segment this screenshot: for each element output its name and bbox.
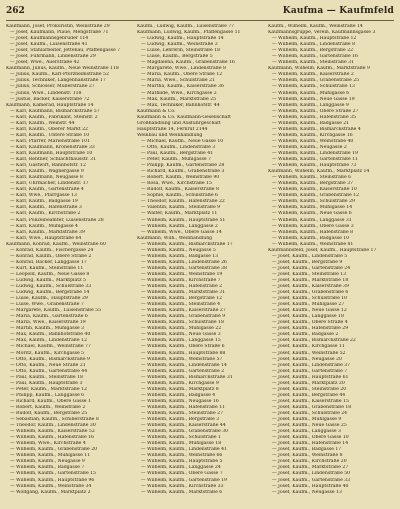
directory-entry: — Josef, Kaufm., Marktstraße 18: [272, 277, 349, 283]
directory-entry: Kaufmann, Julius, Kaufm., Neue Weinstraße 118: [6, 66, 119, 72]
directory-entry: — Josef, Kaufm., Grabenstraße 6: [272, 290, 349, 296]
directory-entry: — Wilhelm, Kaufm., Hafenstraße 11: [141, 404, 225, 410]
directory-entry: — Wilhelm, Kaufm., Marktplatz 8: [141, 386, 219, 392]
directory-entry: — Wilhelm, Kaufm., Weinstraße 40: [272, 138, 354, 144]
directory-entry: — Rudolf, Kaufm., Kaiserstraße 8: [141, 187, 219, 193]
directory-entry: — Wilhelm, Kaufm., Bergstraße 22: [272, 48, 354, 54]
directory-entry: — Wilhelm, Kaufm., Obere Gasse 7: [141, 471, 223, 477]
directory-entry: — Wilhelm, Kaufm., Obere Gasse 3: [272, 223, 354, 229]
directory-entry: — Josef, Kaufm., Marktstraße 27: [272, 465, 349, 471]
directory-entry: — Wilhelm, Wwe., Obere Gasse 14: [141, 229, 222, 235]
directory-entry: — Julius, Wwe., Lindenstr. 118: [10, 90, 82, 96]
directory-entry: Kaufmann, Kamerad, Hauptstraße 14: [6, 102, 94, 108]
directory-entry: — Maria, Wwe., Schulstraße 21: [141, 78, 215, 84]
running-head: Kaufma — Kaufmfeld: [282, 6, 394, 16]
directory-entry: — Josef, Kaufm., Lindenstraße 50: [272, 471, 351, 477]
directory-entry: — Magdalena, Kaufm., Grabenstraße 16: [141, 60, 235, 66]
directory-entry: — Ludwig, Kaufm., Marktplatz 5: [10, 277, 86, 283]
directory-entry: — Wilhelm, Kaufm., Bergstraße 12: [141, 296, 223, 302]
directory-entry: — Otto, Kaufm., Gartenstraße 44: [10, 368, 88, 374]
directory-entry: Kaufmann, Wilhelm, Kaufm., Marktstraße 9: [268, 66, 370, 72]
directory-entry: — Rudolf, Kaufm., Bergstraße 25: [10, 411, 88, 416]
directory-entry: — Valentin, Kaufm., Steinstraße 9: [141, 205, 221, 211]
directory-entry: — Wilhelm, Kaufm., Weinstraße 81: [272, 241, 354, 247]
directory-entry: — Wilhelm, Kaufm., Hafenstraße 2: [141, 284, 223, 290]
directory-entry: — Wilhelm, Kaufm., Neugasse 5: [141, 247, 216, 253]
directory-entry: — Josef, Kaufm., Obere Straße 4: [272, 320, 348, 326]
directory-entry: — Wilhelm, Kaufm., Hauptstraße 73: [272, 163, 357, 169]
directory-entry: — Karl, Rentner, Schlachthausstr. 31: [10, 157, 97, 163]
directory-entry: — Wilhelm, Kaufm., Marktstraße 31: [141, 290, 226, 296]
directory-entry: — Josef, Kaufm., Weinstraße 52: [272, 350, 346, 356]
directory-entry: — Sebastian, Kaufm., Schillerstraße 8: [10, 417, 99, 423]
directory-entry: — Wilhelm, Kaufm., Steinstraße 4: [141, 302, 221, 308]
directory-entry: — Wilhelm, Kaufm., Hafenstraße 35: [272, 114, 356, 120]
directory-entry: — Josef, Kaufm., Hauptstraße 61: [272, 374, 349, 380]
directory-entry: Kaufm., Ludwig, Kaufm., Luisenstraße 77: [137, 24, 235, 29]
directory-entry: — Josef, Kaufm., Bergstraße 44: [272, 392, 346, 398]
directory-entry: — Wilhelm, Kaufm., Bergstraße 3: [141, 417, 220, 423]
directory-entry: — Richard, Kaufm., Obere Gasse 1: [10, 398, 91, 404]
directory-entry: — Wilhelm, Kaufm., Kaiserstraße 2: [272, 72, 354, 78]
directory-entry: — Wilhelm, Kaufm., Mühlgasse 11: [10, 453, 91, 459]
directory-entry: — Josef, Kaufm., Bismarckstraße 22: [272, 338, 356, 344]
directory-entry: — Robert, Kaufm., Weinstraße 90: [141, 175, 220, 181]
directory-entry: — Josef, Kaufmannsgebruder 114: [10, 36, 89, 42]
directory-entry: — Ludwig, Kaufm., Schulstraße 33: [10, 284, 92, 290]
directory-entry: — Wilhelm, Kaufm., Langgasse 9: [272, 102, 349, 108]
directory-entry: — Wilhelm, Kaufm., Kaiserstraße 52: [10, 429, 95, 435]
directory-entry: — Luise, Kaufm., Bergstraße 5: [141, 54, 213, 60]
directory-entry: — Wilhelm, Kaufm., Badgasse 7: [10, 465, 85, 471]
directory-entry: — Peter, Kaufm., Marktstraße 12: [10, 386, 87, 392]
directory-entry: — Wilhelm, Kaufm., Badgasse 10: [272, 235, 350, 241]
directory-entry: — Karl, Kaufmann, Neugasse 8: [10, 175, 83, 181]
directory-entry: — Josef, Kaufm., Gartenstraße 33: [272, 477, 351, 483]
page-header: [6, 6, 394, 21]
directory-entry: — Wilhelm, Kaufm., Bismarckstraße 4: [272, 126, 361, 132]
directory-entry: Kaufmann, Ludwig, Kaufm., Pfaffengasse 11: [137, 30, 241, 36]
directory-entry: — Wilhelm, Kaufm., Kirchstraße 7: [141, 277, 221, 283]
directory-entry: — Josef, Kaufm., Weinstraße 8: [272, 453, 343, 459]
directory-entry: — Karl, Kaufmann, Bismarckstraße 57: [10, 108, 100, 114]
directory-entry: — Maria, Kaufm., Gartenstraße 6: [10, 314, 88, 320]
directory-entry: — Karl, Kaufm., Badgasse 19: [10, 199, 78, 205]
directory-entry: — Josef, Kaufm., Gartenstraße 24: [272, 265, 351, 271]
directory-entry: — Karl, Kaufm., Untere Straße 10: [10, 132, 90, 138]
directory-entry: — Karl, Kaufm., Fabrikant, Steinstr. 2: [10, 114, 98, 120]
directory-entry: — Karl, Gastwirt, Bahnhofstr. 12: [10, 163, 86, 169]
directory-entry: — Julius, Kaufm., Karl-Pforzheimstraße 52: [10, 72, 109, 78]
directory-entry: — Wolfgang, Kaufm., Marktplatz 2: [10, 489, 91, 495]
directory-entry: — Josef, Kaufm., Marktplatz 20: [272, 380, 345, 386]
directory-entry: — Julius, Schlosser, Müllerstraße 27: [10, 84, 95, 90]
directory-entry: — Wilhelm, Kaufm., Neue Gasse 19: [272, 96, 355, 102]
directory-entry: — Karl, Kaufmann, Kronenstraße 33: [10, 144, 95, 150]
directory-entry: — Josef, Kaufm., Mühlgasse 9: [272, 417, 342, 423]
directory-entry: — Josef, Kaufm., Neugasse 20: [272, 356, 342, 362]
directory-entry: — Wilhelm, Kaufm., Obere Straße 6: [141, 344, 225, 350]
directory-entry: — Wilhelm, Kaufm., Lindenstraße 8: [272, 42, 356, 48]
directory-entry: — Karl, Kaufm., Gartenstraße 4: [10, 187, 84, 193]
directory-entry: — Konrad, Bäcker, Langgasse 17: [10, 259, 87, 265]
directory-entry: — Otto, Kaufm., Lindenstraße 3: [141, 144, 216, 150]
directory-entry: — Wilhelm, Kaufm., Gartenstraße 11: [272, 157, 358, 163]
directory-entry: — Wilhelm, Kaufm., Gartenstraße 38: [141, 265, 227, 271]
directory-entry: — Wilhelm, Kaufm., Badgasse 13: [141, 253, 219, 259]
directory-entry: — Wilhelm, Kaufm., Hauptstraße 96: [10, 477, 95, 483]
directory-entry: — Michael, Kaufm., Weinstraße 77: [10, 344, 91, 350]
directory-entry: — Josef, Kaufm., Bergstraße 9: [272, 259, 343, 265]
directory-entry: — Rosa, Wwe., Kirchstraße 15: [141, 181, 212, 187]
directory-entry: — Karl, Kaufm., Hafenstraße 3: [10, 205, 82, 211]
directory-entry: — Richard, Kaufm., Grabenstraße 3: [141, 169, 225, 175]
directory-entry: — Wilhelm, Kaufm., Langgasse 31: [272, 217, 352, 223]
directory-entry: — Max, Kaufm., Bahnhofstraße 40: [10, 332, 91, 338]
directory-entry: — Josef, Kaufm., Kaiserstraße 39: [272, 284, 349, 290]
directory-entry: — Karl, Kaufm., Marktstraße 39: [10, 229, 85, 235]
page-number: 262: [6, 6, 25, 16]
directory-entry: — Josef, Kaufm., Badgasse 17: [272, 447, 342, 453]
directory-entry: — Wilhelm, Kaufm., Langgasse 24: [141, 465, 221, 471]
directory-entry: — Otto, Kaufm., Neue Straße 21: [10, 362, 86, 368]
directory-entry: — Wilhelm, Kaufm., Neugasse 2: [272, 144, 347, 150]
directory-entry: — Josef, Kaufm., Badgasse 2: [272, 332, 339, 338]
directory-entry: — Karl, Kaufm., Weinstr. 44: [10, 120, 75, 126]
directory-entry: — Wilhelm, Kaufm., Bismarckstraße 17: [141, 241, 233, 247]
directory-entry: — Moritz, Kaufm., Kirchgasse 5: [10, 350, 85, 356]
directory-entry: — Wilhelm, Kaufm., Kaiserstraße 10: [272, 187, 357, 193]
directory-entry: — Wilhelm, Kaufm., Hauptstraße 51: [141, 217, 226, 223]
directory-entry: Kaufm., Wilhelm, Kaufm., Weinstraße 14: [268, 24, 363, 29]
directory-entry: — Josef, Fuhrmann, Lindenstraße 29: [10, 54, 96, 60]
directory-entry: — Mathilde, Wwe., Kirchgasse 2: [141, 90, 217, 96]
directory-entry: — Josef, Kaufm., Schulstraße 24: [272, 411, 348, 416]
directory-entry: Kaufmann & Co.: [137, 108, 176, 114]
directory-entry: — Josef, Kaufm., Kaiserstraße 15: [272, 398, 349, 404]
directory-entry: — Wilhelm, Kaufm., Mühlgasse 6: [272, 90, 350, 96]
directory-entry: — Wilhelm, Kaufm., Weinstraße 19: [141, 271, 223, 277]
directory-entry: — Josef, Kaufm., Mühlgasse 27: [272, 302, 345, 308]
directory-entry: — Luise, Lehrerin, Steinstraße 18: [141, 48, 221, 54]
directory-entry: Kaufmann, Konrad, Kaufm., Weinstraße 60: [6, 241, 106, 247]
directory-entry: — Karl, Kaufm., Oberer Markt 22: [10, 126, 88, 132]
directory-entry: — Josef, Kaufm., Kirchgasse 11: [272, 344, 345, 350]
directory-entry: — Otto, Kaufm., Bismarckstraße 9: [10, 356, 90, 362]
directory-entry: — Wilhelm, Kaufm., Grabenstraße 25: [272, 78, 360, 84]
directory-entry: — Josef, Kaufm., Steinstraße 13: [272, 271, 347, 277]
directory-entry: — Sophie, Kaufm., Schulstraße 6: [141, 193, 218, 199]
directory-entry: — Theodor, Kaufm., Hafenstraße 22: [141, 199, 225, 205]
directory-entry: — Paul, Kaufm., Bergstraße 41: [141, 150, 214, 156]
directory-entry: — Josef, Wwe., Auerstraße 42: [10, 60, 80, 66]
directory-entry: Kaufmann, Wilhelm, Kaufm., Marktplatz 14: [268, 169, 370, 175]
directory-entry: — Josef, Kaufm., Lindenstraße 5: [272, 253, 348, 259]
directory-entry: — Margarete, Wwe., Lindenstraße 8: [141, 66, 226, 72]
directory-entry: — Margarete, Kaufm., Luisenstraße 55: [10, 308, 102, 314]
directory-entry: Kaufmann & Co. Kaufmann-Gesellschaft: [137, 114, 231, 120]
column-3: [268, 24, 394, 505]
directory-entry: — Wilhelm, Kaufm., Gartenstraße 19: [141, 477, 227, 483]
directory-entry: — Wilhelm, Kaufm., Kirchstraße 33: [141, 483, 224, 489]
directory-entry: — Martha, Kaufm., Kaiserstraße 36: [141, 84, 224, 90]
directory-entry: — Maria, Kaufm., Obere Straße 12: [141, 72, 223, 78]
directory-entry: — Wilhelm, Kaufm., Mühlgasse 18: [141, 441, 222, 447]
directory-entry: — Wilhelm, Kaufm., Schulstraße 29: [272, 199, 355, 205]
directory-entry: — Wilhelm, Kaufm., Badgasse 21: [272, 120, 350, 126]
directory-entry: — Josef, Kaufm., Kirchstraße 20: [272, 459, 347, 465]
directory-entry: — Kurt, Kaufm., Steinstraße 11: [10, 265, 84, 271]
directory-entry: — Wilhelm, Kaufm., Grabenstraße 9: [141, 314, 226, 320]
directory-entry: — Wilhelm, Kaufm., Lindenstraße 19: [272, 150, 358, 156]
directory-entry: — Josef, Kaufm., Grabenstraße 18: [272, 404, 352, 410]
directory-entry: — Josef, Stahlarbeiter, Jettenau, Pfaffengasse 7: [10, 48, 121, 54]
directory-entry: — Maria, Wwe., Kaiserstraße 19: [10, 320, 86, 326]
directory-entry: — Max, Kaufm., Lindenstraße 12: [10, 338, 87, 344]
directory-entry: — Wilhelm, Kaufm., Lindenstraße 26: [141, 259, 227, 265]
directory-entry: — Wilhelm, Kaufm., Schulstraße 13: [272, 84, 355, 90]
directory-entry: — Max, Techniker, Bahnhofstr. 44: [141, 102, 220, 108]
directory-entry: — Wilhelm, Kaufm., Grabenstraße 30: [141, 429, 229, 435]
directory-entry: — Julius, Techniker, Langenhanstraße 17: [10, 78, 106, 84]
directory-entry: — Wilhelm, Kaufm., Lindenstraße 41: [141, 447, 227, 453]
directory-entry: — Josef, Kaufmann, Plaue, Mengstraße 71: [10, 30, 109, 36]
directory-entry: — Wilhelm, Kaufm., Gartenstraße 2: [141, 368, 225, 374]
directory-entry: Kaufmann, Wilh., Weinhandlung: [137, 235, 213, 241]
column-2: [137, 24, 263, 505]
directory-entry: — Karl, Pfarrer, Marienstraße 101: [10, 138, 90, 144]
directory-entry: — Wilhelm, Kaufm., Hauptstraße 88: [141, 350, 226, 356]
directory-entry: — Karl, Polizeibeamter, Luisenstraße 28: [10, 217, 104, 223]
directory-entry: — Karl, Kaufm., Mühlgasse 4: [10, 223, 78, 229]
directory-entry: — Wilhelm, Kaufm., Kaiserstraße 44: [141, 423, 226, 429]
directory-entry: — Wilhelm, Kaufm., Bergstraße 37: [272, 181, 354, 187]
directory-entry: — Josef, Kaufm., Hauptstraße 40: [272, 483, 349, 489]
directory-entry: — Wilhelm, Kaufm., Neue Gasse 6: [272, 211, 352, 217]
directory-entry: — Wilhelm, Kaufm., Hafenstraße 8: [272, 229, 354, 235]
directory-entry: — Karl, Kaufmann, Hauptstraße 10: [10, 150, 93, 156]
directory-entry: — Josef, Kaufm., Neugasse 13: [272, 489, 342, 495]
directory-entry: — Wilhelm, Kaufm., Weinstraße 57: [141, 356, 223, 362]
directory-entry: — Leopold, Kaufm., Neue Gasse 8: [10, 271, 90, 277]
directory-entry: — Wilhelm, Kaufm., Marktstraße 6: [141, 489, 223, 495]
directory-entry: — Ludwig, Kaufm., Weinstraße 3: [141, 42, 218, 48]
directory-entry: — Wilhelm, Kaufm., Hauptstraße 12: [272, 36, 357, 42]
directory-entry: — Ludwig, Kaufm., Hauptstraße 14: [141, 36, 224, 42]
directory-entry: — Wilhelm, Kaufm., Neugasse 16: [141, 398, 219, 404]
directory-entry: — Wilhelm, Kaufm., Steinstraße 27: [141, 411, 223, 416]
directory-entry: Hauptstraße 14, Fernruf 2144: [137, 126, 208, 132]
directory-entry: — Luise, Kaufm., Hauptstraße 29: [10, 296, 88, 302]
directory-entry: — Martin, Kaufm., Mühlgasse 3: [10, 326, 85, 332]
directory-entry: — Konrad, Kaufm., Obere Straße 2: [10, 253, 92, 259]
directory-entry: — Wilhelm, Kaufm., Hauptstraße 5: [141, 459, 223, 465]
directory-entry: — Josef, Kaufm., Langgasse 3: [272, 429, 341, 435]
directory-entry: — Max, Kaufm., Marktstraße 25: [141, 96, 217, 102]
directory-entry: — Walter, Kaufm., Marktplatz 11: [141, 211, 218, 217]
directory-entry: — Wilhelm, Kaufm., Gartenstraße 15: [10, 471, 96, 477]
directory-entry: — Wilhelm, Kaufm., Mühlgasse 14: [272, 205, 353, 211]
directory-entry: — Wilhelm, Kaufm., Weinstraße 66: [141, 453, 223, 459]
directory-entry: — Wilhelm, Kaufm., Bismarckstraße 31: [141, 374, 233, 380]
directory-entry: — Wilhelm, Kaufm., Kirchgasse 16: [272, 132, 353, 138]
directory-entry: — Josef, Kaufm., Hafenstraße 29: [272, 326, 349, 332]
directory-entry: — Wilhelm, Kaufm., Langgasse 2: [141, 223, 218, 229]
directory-entry: — Josef, Kaufm., Hafenstraße 14: [272, 441, 349, 447]
directory-entry: — Wilhelm, Kaufm., Badgasse 4: [141, 392, 216, 398]
directory-entry: — Wilhelm, Kaufm., Hafenstraße 16: [10, 435, 94, 441]
directory-entry: — Wilhelm, Kaufm., Obere Straße 27: [272, 108, 359, 114]
directory-entry: — Philipp, Kaufm., Gartenstraße 28: [141, 163, 225, 169]
directory-entry: — Wilhelm, Kaufm., Kaiserstraße 27: [141, 308, 226, 314]
directory-entry: — Josef, Kaufm., Gartenstraße 7: [272, 368, 348, 374]
directory-entry: — Wilhelm, Kaufm., Steinstraße 6: [272, 175, 352, 181]
column-1: [6, 24, 132, 505]
directory-entry: Kaufmannsgruppe, Verein, Kaufmannsgasse 3: [268, 30, 376, 36]
directory-entry: — Wilhelm, Kaufm., Schulstraße 18: [141, 320, 224, 326]
directory-entry: — Wilhelm, Kaufm., Gartenstraße 16: [272, 54, 358, 60]
directory-entry: — Wilhelm, Kaufm., Grabenstraße 20: [10, 447, 98, 453]
directory-entry: — Karl, Uhrmacher, Lindenstr. 17: [10, 181, 89, 187]
directory-entry: — Josef, Kaufm., Neue Gasse 25: [272, 423, 347, 429]
directory-entry: — Wilhelm, Kaufm., Langgasse 15: [141, 338, 221, 344]
directory-entry: Weinbau und Weinhandlung: [137, 132, 203, 138]
directory-entry: — Wilhelm, Wwe., Kirchstraße 4: [10, 441, 86, 447]
directory-entry: — Josef, Kaufm., Schulstraße 10: [272, 296, 348, 302]
directory-entry: — Ludwig, Kaufm., Bergstraße 14: [10, 290, 90, 296]
directory-entry: — Paul, Kaufm., Steinstraße 18: [10, 374, 83, 380]
directory-entry: — Wilhelm, Kaufm., Lindenstraße 14: [141, 362, 227, 368]
directory-entry: — Josef, Kaufm., Steinstraße 20: [272, 386, 347, 392]
directory-entry: Kaufmann, Josef, Prokuristin, Weinstraße 29: [6, 24, 110, 29]
directory-entry: — Karl, Kaufm., Wagnergasse 9: [10, 169, 84, 175]
directory-entry: — Josef, Kaufm., Langgasse 18: [272, 314, 344, 320]
directory-entry: — Peter, Kaufm., Mühlgasse 7: [141, 157, 211, 163]
directory-entry: Kaufmannsfeld, Josef, Kaufm., Hauptstraße 17: [268, 247, 377, 253]
directory-entry: — Wilhelm, Kaufm., Schulstraße 1: [141, 435, 222, 441]
directory-entry: — Konrad, Kaufm., Fischergasse 24: [10, 247, 94, 253]
directory-entry: — Wilhelm, Kaufm., Steinstraße 31: [272, 60, 354, 66]
directory-entry: — Wilhelm, Kaufm., Weinstraße 34: [10, 483, 92, 489]
directory-entry: — Josef, Kaufm., Lindenstraße 37: [272, 362, 351, 368]
directory-entry: — Wilhelm, Kaufm., Kirchgasse 9: [141, 380, 219, 386]
directory-entry: — Wilhelm, Kaufm., Neugasse 9: [10, 459, 85, 465]
directory-entry: — Josef, Kaufm., Luisenstraße 41: [10, 42, 88, 48]
directory-entry: — Wilhelm, Kaufm., Neue Gasse 3: [141, 332, 221, 338]
directory-entry: — Paul, Kaufm., Hauptstraße 3: [10, 380, 83, 386]
directory-entry: Großhandlung und Ausfuhrgeschäft: [137, 120, 221, 126]
directory-columns: [6, 24, 394, 505]
directory-entry: — Karl, Kaufm., Kirchstraße 2: [10, 211, 81, 217]
directory-entry: — Robert, Kaufm., Weinstraße 2: [10, 404, 86, 410]
directory-entry: — Josef, Kaufm., Neue Gasse 12: [272, 308, 347, 314]
directory-entry: — Theodor, Kaufm., Lindenstraße 30: [10, 423, 96, 429]
directory-entry: — Philipp, Kaufm., Langgasse 6: [10, 392, 85, 398]
directory-entry: — Karl, Wwe., Hauptstraße 64: [10, 235, 82, 241]
directory-entry: — Karl, Wwe., Pfarrgasse 13: [10, 193, 77, 199]
directory-entry: — Wilhelm, Kaufm., Mühlgasse 22: [141, 326, 222, 332]
directory-entry: — Luise, Wwe., Grabenstraße 7: [10, 302, 84, 308]
directory-entry: — Josef, Kaufm., Obere Gasse 10: [272, 435, 349, 441]
directory-entry: — Wilhelm, Kaufm., Grabenstraße 12: [272, 193, 360, 199]
directory-entry: — Michael, Kaufm., Neue Gasse 10: [141, 138, 224, 144]
directory-entry: — Justus, Bäcker, Kaiserstraße 72: [10, 96, 90, 102]
